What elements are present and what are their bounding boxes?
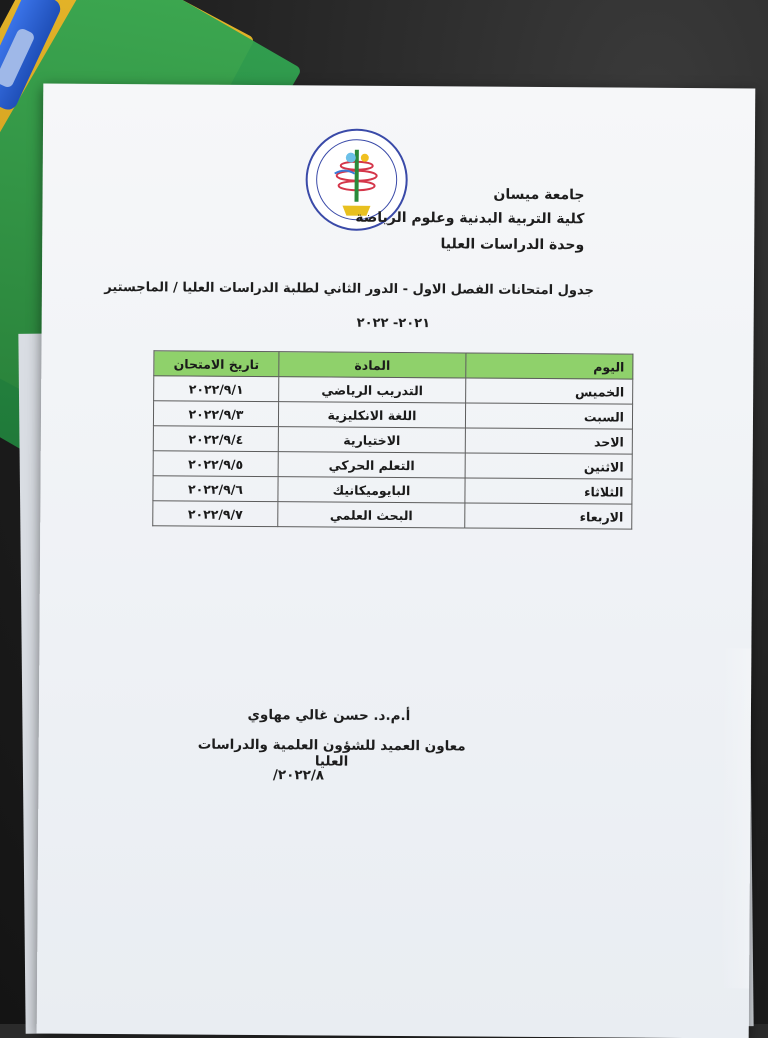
university-name: جامعة ميسان <box>493 186 585 204</box>
cell-subject: البايوميكانيك <box>278 477 465 503</box>
table-row <box>153 401 632 429</box>
cell-day: الثلاثاء <box>465 478 632 504</box>
table-row <box>153 451 632 479</box>
cell-subject: التعلم الحركي <box>278 452 465 478</box>
cell-date: ٢٠٢٢/٩/٥ <box>153 451 278 477</box>
cell-day: الاثنين <box>465 453 632 479</box>
cell-day: السبت <box>465 403 632 429</box>
table-row <box>154 376 633 404</box>
header-subject: المادة <box>279 352 466 378</box>
cell-subject: الاختيارية <box>278 427 465 453</box>
table-row <box>153 426 632 454</box>
header-day: اليوم <box>466 353 633 379</box>
table-row <box>153 501 632 529</box>
cell-date: ٢٠٢٢/٩/٧ <box>153 501 278 527</box>
table-row <box>153 476 632 504</box>
unit-name: وحدة الدراسات العليا <box>440 236 585 254</box>
exam-schedule-paper <box>37 84 756 1038</box>
signature-date: ٢٠٢٢/٨/ <box>272 767 325 784</box>
header-date: تاريخ الامتحان <box>154 351 279 377</box>
exam-schedule-table <box>152 350 633 529</box>
cell-day: الاحد <box>465 428 632 454</box>
cell-date: ٢٠٢٢/٩/٤ <box>153 426 278 452</box>
cell-subject: اللغة الانكليزية <box>278 402 465 428</box>
college-name: كلية التربية البدنية وعلوم الرياضة <box>355 209 585 228</box>
cell-date: ٢٠٢٢/٩/٣ <box>153 401 278 427</box>
cell-subject: البحث العلمي <box>278 502 465 528</box>
cell-date: ٢٠٢٢/٩/٦ <box>153 476 278 502</box>
academic-year: ٢٠٢١- ٢٠٢٢ <box>356 315 431 332</box>
cell-date: ٢٠٢٢/٩/١ <box>154 376 279 402</box>
paper-edge-highlight <box>719 648 751 988</box>
cell-day: الاربعاء <box>465 503 632 529</box>
document-title: جدول امتحانات الفصل الاول - الدور الثاني لطلبة الدراسات العليا / الماجستير <box>104 279 594 299</box>
cell-day: الخميس <box>466 378 633 404</box>
cell-subject: التدريب الرياضي <box>279 377 466 403</box>
signatory-role: معاون العميد للشؤون العلمية والدراسات العليا <box>197 736 466 770</box>
table-header-row <box>154 351 633 379</box>
signatory-name: أ.م.د. حسن غالي مهاوي <box>247 706 411 725</box>
